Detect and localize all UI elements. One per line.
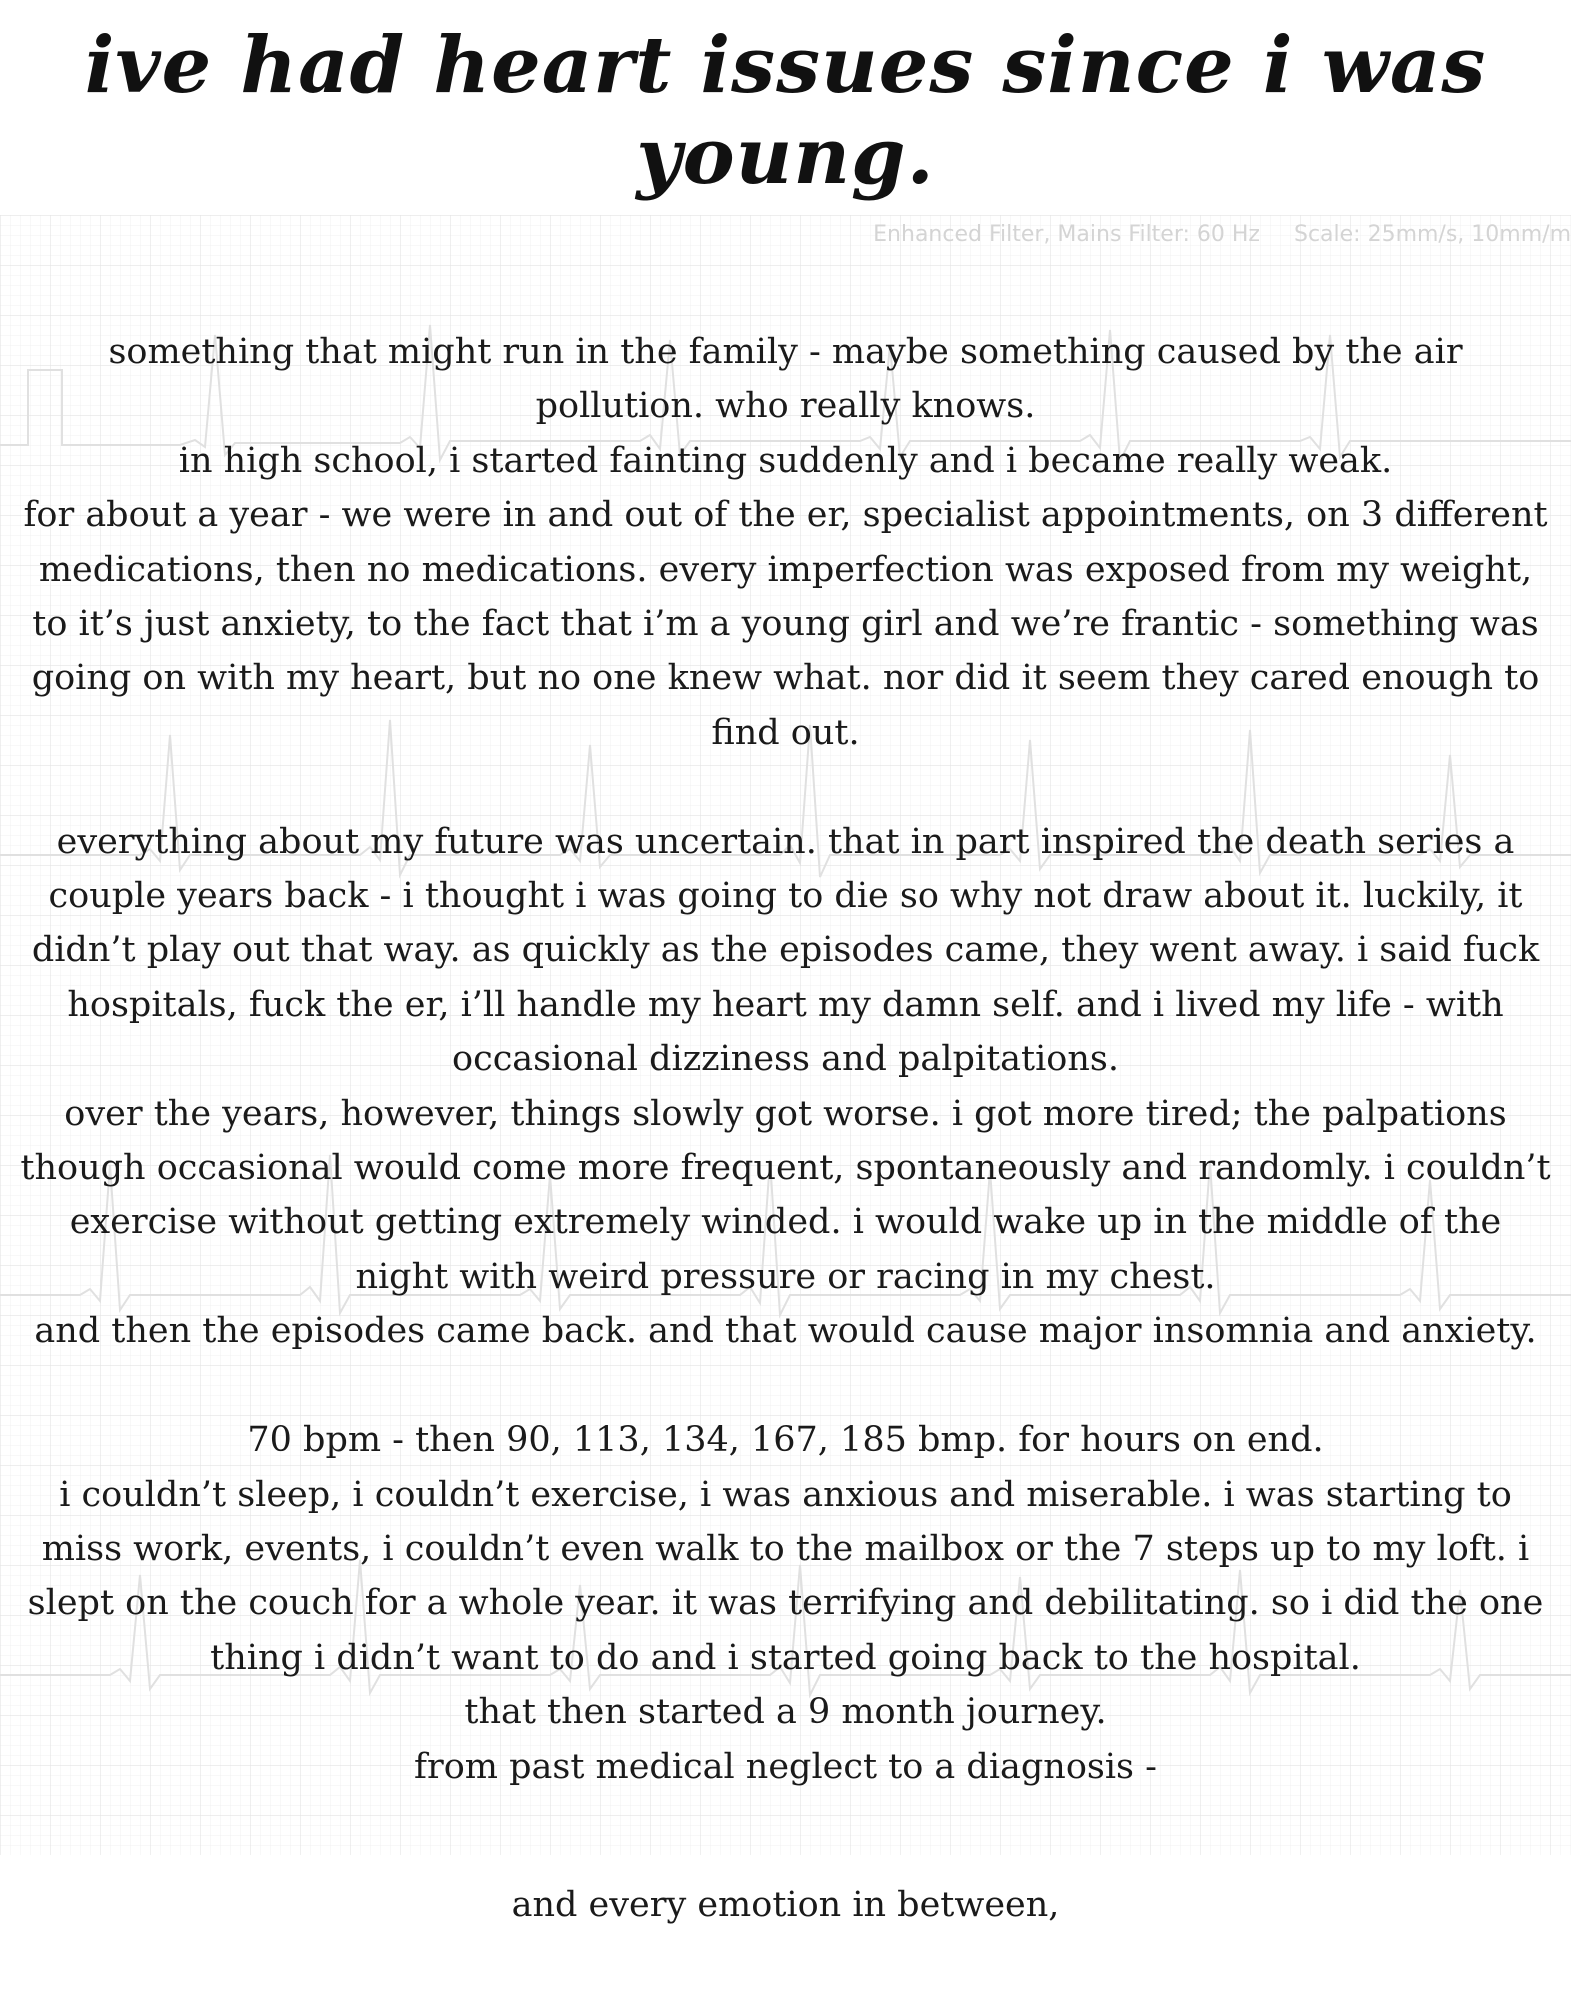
paragraph-uncertain-future: everything about my future was uncertain. that in part inspired the death series a couple years back - i thought i was going to die so why not draw about it. luckily, it didn’t play out that way. as quickly as the episodes came, they went away. i said fuck hospitals, fuck the er, i’ll handle my heart my damn self. and i lived my life - with occasional dizziness and palpitations. — [31, 821, 1540, 1080]
paragraph-er-year: for about a year - we were in and out of the er, specialist appointments, on 3 different medications, then no medications. every imperfection was exposed from my weight, to it’s just anxiety, to the fact that i’m a young girl and we’re frantic - something was going on with my heart, but no one knew what. nor did it seem they cared enough to find out. — [23, 495, 1548, 753]
paragraph-family: something that might run in the family - maybe something caused by the air pollution. who really knows. — [108, 332, 1463, 427]
paragraph-high-school: in high school, i started fainting suddenly and i became really weak. — [178, 440, 1393, 481]
ecg-header — [873, 222, 1571, 247]
ecg-scale-label: Scale: 25mm/s, 10mm/m — [1293, 222, 1571, 247]
paragraph-couldnt-sleep: i couldn’t sleep, i couldn’t exercise, i was anxious and miserable. i was starting to miss work, events, i couldn’t even walk to the mailbox or the 7 steps up to my loft. i slept on the couch for a whole year. it was terrifying and debilitating. so i did the one thing i didn’t want to do and i started going back to the hospital. — [27, 1474, 1544, 1678]
story-body — [20, 325, 1551, 1794]
paragraph-episodes-back: and then the episodes came back. and that would cause major insomnia and anxiety. — [34, 1311, 1537, 1352]
paragraph-worse-years: over the years, however, things slowly got worse. i got more tired; the palpations though occasional would come more frequent, spontaneously and randomly. i couldn’t exercise without getting extremely winded. i would wake up in the middle of the night with weird pressure or racing in my chest. — [20, 1093, 1551, 1297]
page-title: ive had heart issues since i was young. — [84, 20, 1487, 202]
paragraph-bpm: 70 bpm - then 90, 113, 134, 167, 185 bmp. for hours on end. — [247, 1420, 1324, 1461]
paragraph-diagnosis: from past medical neglect to a diagnosis - — [414, 1746, 1157, 1787]
paragraph-journey: that then started a 9 month journey. — [464, 1692, 1107, 1733]
closing-line: and every emotion in between, — [511, 1885, 1060, 1925]
ecg-filter-label: Enhanced Filter, Mains Filter: 60 Hz — [873, 222, 1260, 247]
